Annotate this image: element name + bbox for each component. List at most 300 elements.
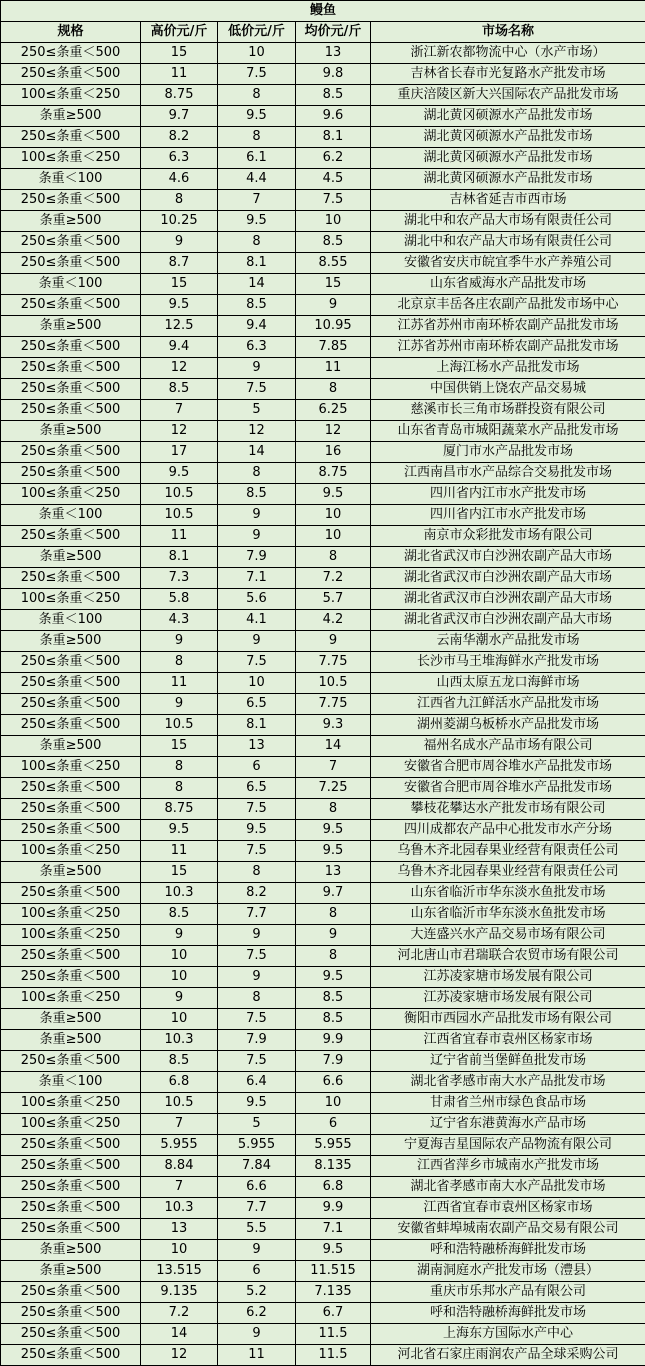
table-row [1,610,645,631]
cell-spec: 250≤条重＜500 [1,463,141,484]
cell-spec: 250≤条重＜500 [1,967,141,988]
cell-market-name: 衡阳市西园水产品批发市场有限公司 [371,1009,645,1030]
cell-spec: 250≤条重＜500 [1,652,141,673]
cell-low-price: 7.5 [218,64,296,85]
cell-avg-price: 9.9 [296,1030,371,1051]
cell-market-name: 湖北省武汉市白沙洲农副产品大市场 [371,610,645,631]
cell-avg-price: 9.3 [296,715,371,736]
cell-spec: 250≤条重＜500 [1,883,141,904]
cell-avg-price: 8 [296,547,371,568]
table-row [1,169,645,190]
cell-high-price: 8.5 [141,1051,218,1072]
cell-spec: 250≤条重＜500 [1,1282,141,1303]
cell-high-price: 11 [141,673,218,694]
cell-spec: 条重≥500 [1,1261,141,1282]
cell-market-name: 湖北中和农产品大市场有限责任公司 [371,211,645,232]
cell-spec: 250≤条重＜500 [1,337,141,358]
table-row [1,1093,645,1114]
cell-spec: 100≤条重＜250 [1,1114,141,1135]
cell-low-price: 13 [218,736,296,757]
cell-avg-price: 6.8 [296,1177,371,1198]
cell-market-name: 大连盛兴水产品交易市场有限公司 [371,925,645,946]
cell-spec: 250≤条重＜500 [1,568,141,589]
table-row [1,673,645,694]
table-row [1,211,645,232]
cell-market-name: 湖北黄冈硕源水产品批发市场 [371,106,645,127]
cell-low-price: 7.9 [218,547,296,568]
cell-avg-price: 9.6 [296,106,371,127]
table-row [1,1282,645,1303]
table-row [1,841,645,862]
cell-avg-price: 10 [296,211,371,232]
cell-high-price: 5.955 [141,1135,218,1156]
cell-low-price: 7.9 [218,1030,296,1051]
cell-high-price: 8 [141,778,218,799]
cell-high-price: 6.3 [141,148,218,169]
cell-market-name: 乌鲁木齐北园春果业经营有限责任公司 [371,841,645,862]
cell-spec: 条重＜100 [1,610,141,631]
cell-market-name: 江苏省苏州市南环桥农副产品批发市场 [371,316,645,337]
cell-spec: 250≤条重＜500 [1,946,141,967]
cell-high-price: 10.5 [141,1093,218,1114]
cell-high-price: 14 [141,1324,218,1345]
cell-low-price: 7.1 [218,568,296,589]
cell-avg-price: 7.9 [296,1051,371,1072]
cell-high-price: 15 [141,862,218,883]
cell-market-name: 辽宁省前当堡鲜鱼批发市场 [371,1051,645,1072]
header-market-name: 市场名称 [371,22,645,43]
cell-high-price: 12 [141,421,218,442]
cell-avg-price: 12 [296,421,371,442]
cell-avg-price: 8.5 [296,988,371,1009]
cell-spec: 250≤条重＜500 [1,1219,141,1240]
cell-low-price: 7 [218,190,296,211]
cell-high-price: 9 [141,631,218,652]
cell-low-price: 8.2 [218,883,296,904]
cell-low-price: 10 [218,43,296,64]
cell-spec: 250≤条重＜500 [1,1324,141,1345]
cell-spec: 250≤条重＜500 [1,799,141,820]
cell-high-price: 8 [141,190,218,211]
cell-market-name: 湖南洞庭水产批发市场（澧县） [371,1261,645,1282]
cell-market-name: 四川省内江市水产批发市场 [371,484,645,505]
cell-spec: 250≤条重＜500 [1,1135,141,1156]
cell-market-name: 湖州菱湖乌板桥水产品批发市场 [371,715,645,736]
table-row [1,1198,645,1219]
cell-low-price: 8 [218,85,296,106]
cell-avg-price: 14 [296,736,371,757]
cell-high-price: 13.515 [141,1261,218,1282]
table-row [1,400,645,421]
cell-market-name: 云南华潮水产品批发市场 [371,631,645,652]
cell-high-price: 12.5 [141,316,218,337]
cell-low-price: 7.5 [218,652,296,673]
cell-low-price: 8.1 [218,715,296,736]
cell-market-name: 上海江杨水产品批发市场 [371,358,645,379]
cell-market-name: 江苏省苏州市南环桥农副产品批发市场 [371,337,645,358]
cell-market-name: 乌鲁木齐北园春果业经营有限责任公司 [371,862,645,883]
cell-spec: 250≤条重＜500 [1,1177,141,1198]
cell-high-price: 13 [141,1219,218,1240]
table-row [1,862,645,883]
cell-avg-price: 10.95 [296,316,371,337]
cell-market-name: 四川成都农产品中心批发市水产分场 [371,820,645,841]
cell-low-price: 9.4 [218,316,296,337]
cell-spec: 100≤条重＜250 [1,484,141,505]
cell-high-price: 9 [141,925,218,946]
table-row [1,295,645,316]
cell-avg-price: 13 [296,862,371,883]
table-row [1,316,645,337]
cell-low-price: 10 [218,673,296,694]
cell-spec: 250≤条重＜500 [1,358,141,379]
table-row [1,904,645,925]
table-row [1,568,645,589]
cell-low-price: 8 [218,862,296,883]
cell-low-price: 8.5 [218,484,296,505]
cell-low-price: 8 [218,988,296,1009]
cell-spec: 条重＜100 [1,169,141,190]
cell-high-price: 10 [141,967,218,988]
table-row [1,1051,645,1072]
table-row [1,421,645,442]
cell-market-name: 江西省宜春市袁州区杨家市场 [371,1198,645,1219]
cell-spec: 250≤条重＜500 [1,1198,141,1219]
cell-avg-price: 9.7 [296,883,371,904]
cell-spec: 条重≥500 [1,106,141,127]
cell-low-price: 5.2 [218,1282,296,1303]
cell-spec: 100≤条重＜250 [1,904,141,925]
cell-market-name: 山西太原五龙口海鲜市场 [371,673,645,694]
table-row [1,757,645,778]
cell-avg-price: 10 [296,1093,371,1114]
cell-avg-price: 9.5 [296,820,371,841]
cell-market-name: 湖北中和农产品大市场有限责任公司 [371,232,645,253]
cell-market-name: 北京京丰岳各庄农副产品批发市场中心 [371,295,645,316]
table-row [1,1072,645,1093]
table-row [1,253,645,274]
header-low-price: 低价元/斤 [218,22,296,43]
cell-avg-price: 16 [296,442,371,463]
cell-avg-price: 9.5 [296,967,371,988]
cell-high-price: 10 [141,1009,218,1030]
cell-avg-price: 9 [296,295,371,316]
cell-low-price: 12 [218,421,296,442]
cell-market-name: 山东省威海水产品批发市场 [371,274,645,295]
cell-low-price: 6.5 [218,694,296,715]
cell-market-name: 吉林省长春市光复路水产批发市场 [371,64,645,85]
cell-avg-price: 7.25 [296,778,371,799]
cell-low-price: 9 [218,631,296,652]
cell-avg-price: 9.5 [296,484,371,505]
table-row [1,736,645,757]
cell-high-price: 15 [141,274,218,295]
cell-high-price: 12 [141,1345,218,1366]
cell-avg-price: 7 [296,757,371,778]
cell-avg-price: 10.5 [296,673,371,694]
table-row [1,820,645,841]
cell-low-price: 7.7 [218,1198,296,1219]
cell-spec: 条重＜100 [1,274,141,295]
cell-spec: 250≤条重＜500 [1,379,141,400]
table-row [1,190,645,211]
cell-avg-price: 8 [296,799,371,820]
table-row [1,1303,645,1324]
cell-spec: 250≤条重＜500 [1,820,141,841]
cell-market-name: 江西省九江鲜活水产品批发市场 [371,694,645,715]
cell-low-price: 6 [218,757,296,778]
cell-spec: 250≤条重＜500 [1,253,141,274]
cell-avg-price: 4.2 [296,610,371,631]
cell-avg-price: 8 [296,946,371,967]
cell-low-price: 9.5 [218,106,296,127]
cell-low-price: 7.5 [218,841,296,862]
table-row [1,85,645,106]
cell-low-price: 8 [218,232,296,253]
cell-spec: 250≤条重＜500 [1,1051,141,1072]
table-row [1,442,645,463]
table-row [1,1030,645,1051]
cell-high-price: 4.3 [141,610,218,631]
header-avg-price: 均价元/斤 [296,22,371,43]
table-row [1,883,645,904]
cell-market-name: 吉林省延吉市西市场 [371,190,645,211]
cell-spec: 100≤条重＜250 [1,148,141,169]
table-row [1,379,645,400]
cell-spec: 100≤条重＜250 [1,925,141,946]
cell-high-price: 11 [141,841,218,862]
cell-market-name: 南京市众彩批发市场有限公司 [371,526,645,547]
cell-high-price: 7.3 [141,568,218,589]
cell-high-price: 8.1 [141,547,218,568]
table-row [1,463,645,484]
cell-avg-price: 9.5 [296,841,371,862]
cell-avg-price: 11.5 [296,1345,371,1366]
cell-market-name: 安徽省合肥市周谷堆水产品批发市场 [371,757,645,778]
cell-avg-price: 6 [296,1114,371,1135]
table-row [1,799,645,820]
cell-market-name: 四川省内江市水产批发市场 [371,505,645,526]
table-row [1,64,645,85]
cell-low-price: 6.6 [218,1177,296,1198]
cell-avg-price: 7.135 [296,1282,371,1303]
cell-low-price: 9 [218,505,296,526]
table-row [1,505,645,526]
table-row [1,1177,645,1198]
cell-low-price: 14 [218,442,296,463]
cell-market-name: 长沙市马王堆海鲜水产批发市场 [371,652,645,673]
cell-high-price: 5.8 [141,589,218,610]
table-row [1,484,645,505]
table-row [1,988,645,1009]
cell-low-price: 7.5 [218,946,296,967]
cell-market-name: 江苏凌家塘市场发展有限公司 [371,988,645,1009]
cell-high-price: 10.25 [141,211,218,232]
cell-spec: 250≤条重＜500 [1,400,141,421]
table-row [1,106,645,127]
table-body [1,43,645,1366]
cell-avg-price: 9.8 [296,64,371,85]
cell-high-price: 12 [141,358,218,379]
cell-spec: 250≤条重＜500 [1,694,141,715]
table-row [1,1114,645,1135]
cell-avg-price: 8.55 [296,253,371,274]
cell-avg-price: 5.955 [296,1135,371,1156]
cell-spec: 250≤条重＜500 [1,1156,141,1177]
cell-avg-price: 9 [296,631,371,652]
cell-low-price: 7.5 [218,379,296,400]
cell-spec: 250≤条重＜500 [1,1303,141,1324]
cell-low-price: 6.5 [218,778,296,799]
cell-market-name: 湖北省武汉市白沙洲农副产品大市场 [371,547,645,568]
cell-high-price: 9.135 [141,1282,218,1303]
cell-low-price: 9.5 [218,1093,296,1114]
cell-market-name: 江苏凌家塘市场发展有限公司 [371,967,645,988]
cell-spec: 100≤条重＜250 [1,85,141,106]
header-high-price: 高价元/斤 [141,22,218,43]
cell-high-price: 8.84 [141,1156,218,1177]
cell-spec: 条重≥500 [1,1009,141,1030]
cell-high-price: 8.5 [141,904,218,925]
cell-spec: 250≤条重＜500 [1,190,141,211]
cell-market-name: 重庆市乐邦水产品有限公司 [371,1282,645,1303]
cell-market-name: 江西省萍乡市城南水产批发市场 [371,1156,645,1177]
cell-high-price: 9.7 [141,106,218,127]
table-row [1,1345,645,1366]
cell-market-name: 辽宁省东港黄海水产品市场 [371,1114,645,1135]
cell-avg-price: 8 [296,379,371,400]
cell-high-price: 11 [141,64,218,85]
cell-low-price: 5.6 [218,589,296,610]
cell-spec: 100≤条重＜250 [1,589,141,610]
cell-high-price: 10.3 [141,1030,218,1051]
cell-high-price: 9.5 [141,295,218,316]
cell-high-price: 15 [141,43,218,64]
cell-low-price: 7.5 [218,1009,296,1030]
cell-low-price: 8 [218,463,296,484]
table-row [1,1009,645,1030]
cell-high-price: 7 [141,1114,218,1135]
cell-spec: 100≤条重＜250 [1,841,141,862]
cell-low-price: 8 [218,127,296,148]
cell-market-name: 呼和浩特融桥海鲜批发市场 [371,1303,645,1324]
cell-high-price: 9 [141,988,218,1009]
cell-market-name: 安徽省蚌埠城南农副产品交易有限公司 [371,1219,645,1240]
cell-avg-price: 7.5 [296,190,371,211]
table-row [1,694,645,715]
cell-low-price: 8.1 [218,253,296,274]
cell-avg-price: 8.1 [296,127,371,148]
cell-market-name: 江西南昌市水产品综合交易批发市场 [371,463,645,484]
cell-high-price: 7 [141,400,218,421]
cell-avg-price: 4.5 [296,169,371,190]
cell-spec: 250≤条重＜500 [1,127,141,148]
cell-high-price: 8.75 [141,799,218,820]
cell-low-price: 14 [218,274,296,295]
table-row [1,1135,645,1156]
table-row [1,1219,645,1240]
cell-avg-price: 8.5 [296,85,371,106]
cell-high-price: 8.2 [141,127,218,148]
table-row [1,1156,645,1177]
table-row [1,967,645,988]
cell-avg-price: 8.75 [296,463,371,484]
cell-low-price: 9 [218,967,296,988]
cell-avg-price: 6.25 [296,400,371,421]
cell-low-price: 5 [218,400,296,421]
table-row [1,127,645,148]
cell-avg-price: 9.5 [296,1240,371,1261]
cell-market-name: 福州名成水产品市场有限公司 [371,736,645,757]
cell-avg-price: 7.75 [296,652,371,673]
cell-low-price: 9.5 [218,211,296,232]
cell-low-price: 9 [218,1240,296,1261]
table-row [1,589,645,610]
cell-low-price: 9 [218,526,296,547]
table-row [1,946,645,967]
cell-market-name: 山东省青岛市城阳蔬菜水产品批发市场 [371,421,645,442]
cell-avg-price: 6.6 [296,1072,371,1093]
cell-market-name: 江西省宜春市袁州区杨家市场 [371,1030,645,1051]
cell-avg-price: 9.9 [296,1198,371,1219]
cell-high-price: 8 [141,757,218,778]
table-row [1,274,645,295]
cell-low-price: 7.5 [218,1051,296,1072]
cell-avg-price: 11.515 [296,1261,371,1282]
cell-high-price: 10 [141,946,218,967]
cell-low-price: 5.5 [218,1219,296,1240]
cell-avg-price: 8 [296,904,371,925]
cell-spec: 250≤条重＜500 [1,778,141,799]
cell-market-name: 重庆涪陵区新大兴国际农产品批发市场 [371,85,645,106]
cell-high-price: 15 [141,736,218,757]
cell-low-price: 4.1 [218,610,296,631]
cell-avg-price: 15 [296,274,371,295]
cell-market-name: 攀枝花攀达水产批发市场有限公司 [371,799,645,820]
cell-avg-price: 6.7 [296,1303,371,1324]
cell-avg-price: 6.2 [296,148,371,169]
cell-low-price: 7.7 [218,904,296,925]
cell-low-price: 7.84 [218,1156,296,1177]
table-row [1,337,645,358]
table-row [1,778,645,799]
table-row [1,232,645,253]
cell-high-price: 11 [141,526,218,547]
cell-market-name: 湖北省武汉市白沙洲农副产品大市场 [371,589,645,610]
cell-high-price: 10.5 [141,505,218,526]
cell-low-price: 7.5 [218,799,296,820]
cell-spec: 250≤条重＜500 [1,1345,141,1366]
cell-spec: 250≤条重＜500 [1,673,141,694]
cell-high-price: 10.5 [141,484,218,505]
cell-avg-price: 10 [296,505,371,526]
cell-spec: 100≤条重＜250 [1,757,141,778]
cell-high-price: 10.3 [141,1198,218,1219]
cell-spec: 250≤条重＜500 [1,442,141,463]
cell-market-name: 安徽省安庆市皖宜季牛水产养殖公司 [371,253,645,274]
table-row [1,148,645,169]
cell-market-name: 上海东方国际水产中心 [371,1324,645,1345]
cell-market-name: 山东省临沂市华东淡水鱼批发市场 [371,904,645,925]
table-row [1,547,645,568]
table-row [1,358,645,379]
cell-avg-price: 13 [296,43,371,64]
cell-low-price: 11 [218,1345,296,1366]
cell-high-price: 4.6 [141,169,218,190]
cell-avg-price: 9 [296,925,371,946]
cell-high-price: 10 [141,1240,218,1261]
cell-high-price: 9 [141,694,218,715]
